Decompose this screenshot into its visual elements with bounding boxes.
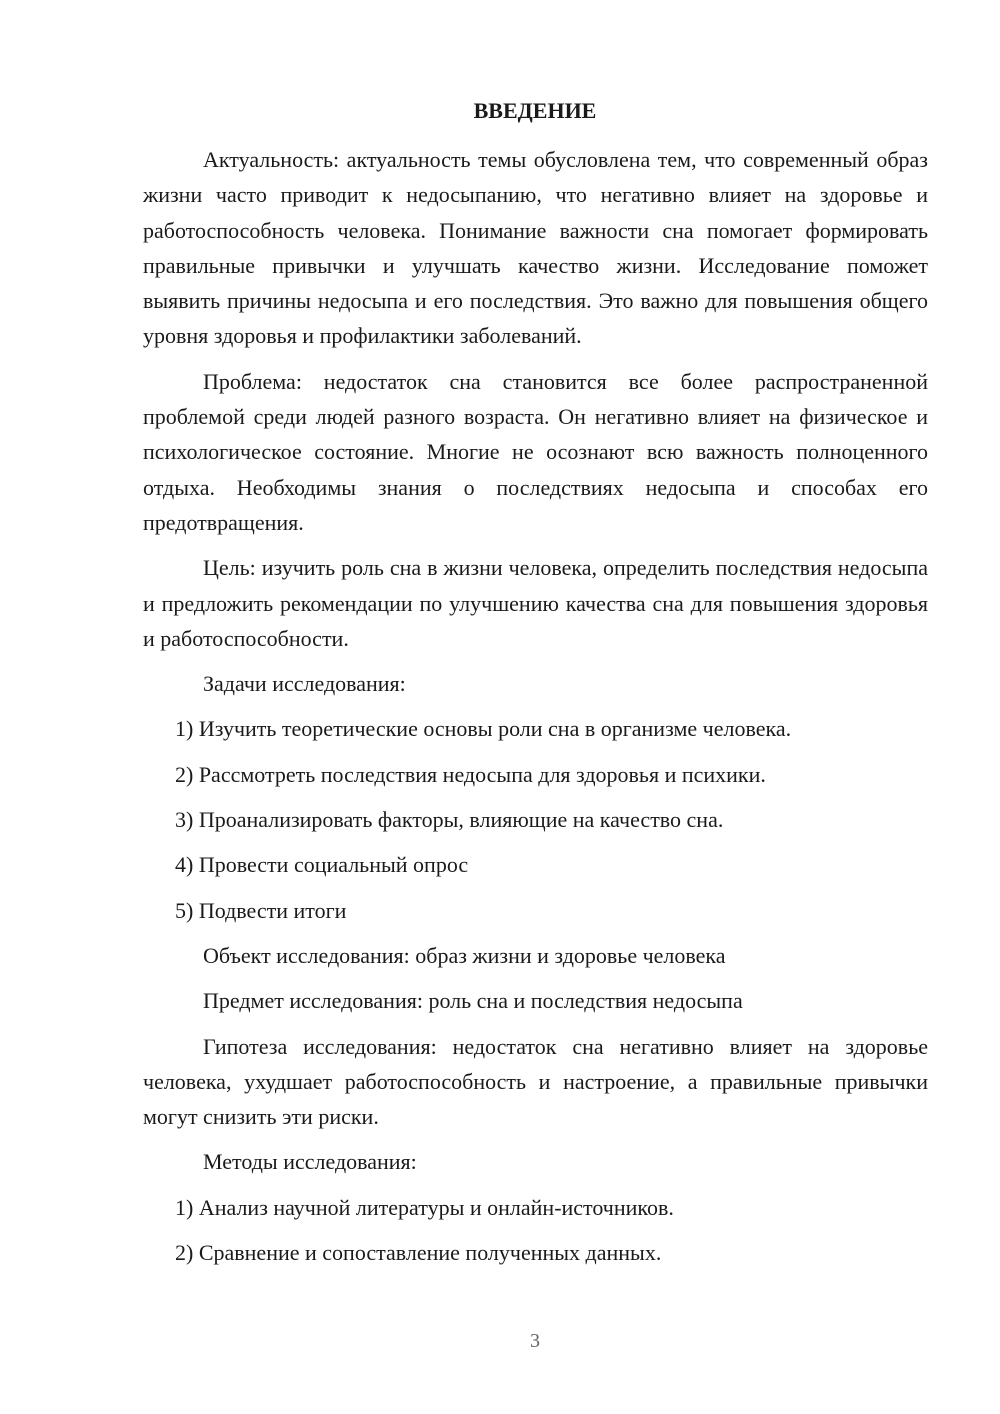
hypothesis-paragraph: Гипотеза исследования: недостаток сна негативно влияет на здоровье человека, ухудшает работоспособность и настроение, а правильные привычки могут снизить эти риски. [143, 1033, 928, 1130]
object-line: Объект исследования: образ жизни и здоровье человека [203, 942, 726, 968]
method-item: 1) Анализ научной литературы и онлайн-источников. [175, 1194, 674, 1220]
tasks-heading: Задачи исследования: [203, 671, 406, 697]
task-item: 4) Провести социальный опрос [175, 852, 469, 878]
methods-heading: Методы исследования: [203, 1149, 417, 1175]
subject-line: Предмет исследования: роль сна и последствия недосыпа [203, 988, 743, 1014]
page-number: 3 [530, 1330, 540, 1352]
task-item: 1) Изучить теоретические основы роли сна в организме человека. [175, 716, 792, 742]
goal-paragraph: Цель: изучить роль сна в жизни человека, определить последствия недосыпа и предложить рекомендации по улучшению качества сна для повышения здоровья и работоспособности. [143, 555, 928, 651]
task-item: 5) Подвести итоги [175, 897, 347, 923]
task-item: 2) Рассмотреть последствия недосыпа для здоровья и психики. [175, 761, 766, 787]
method-item: 2) Сравнение и сопоставление полученных данных. [175, 1240, 662, 1266]
page-title: ВВЕДЕНИЕ [473, 98, 597, 123]
relevance-paragraph: Актуальность: актуальность темы обусловлена тем, что современный образ жизни часто приводит к недосыпанию, что негативно влияет на здоровье и работоспособность человека. Понимание важности сна помогает формировать правильные привычки и улучшать качество жизни. Исследование поможет выявить причины недосыпа и его последствия. Это важно для повышения общего уровня здоровья и профилактики заболеваний. [143, 147, 928, 349]
problem-paragraph: Проблема: недостаток сна становится все более распространенной проблемой среди людей разного возраста. Он негативно влияет на физическое и психологическое состояние. Многие не осознают всю важность полноценного отдыха. Необходимы знания о последствиях недосыпа и способах его предотвращения. [143, 368, 928, 535]
page-body [143, 142, 928, 1280]
task-item: 3) Проанализировать факторы, влияющие на качество сна. [175, 807, 724, 833]
